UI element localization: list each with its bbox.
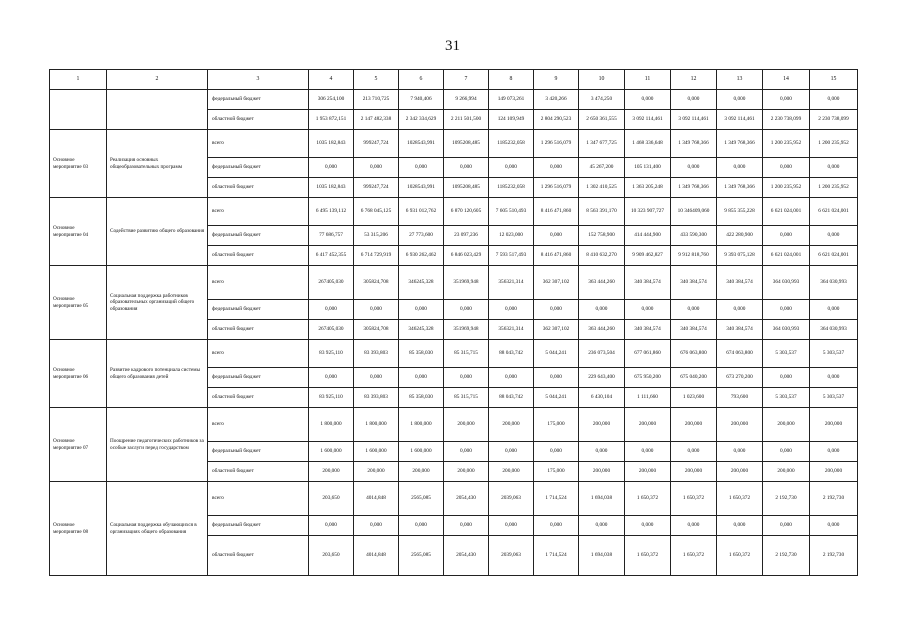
column-header: 10 — [579, 70, 625, 90]
table-row — [50, 340, 858, 368]
value-cell: 0,000 — [534, 516, 579, 536]
value-cell: 0,000 — [534, 226, 579, 246]
value-cell: 1 714,524 — [534, 536, 579, 576]
value-cell: 1095208,485 — [444, 130, 489, 158]
value-cell: 85 358,030 — [399, 340, 444, 368]
value-cell: 1 349 768,366 — [671, 178, 717, 198]
budget-source-cell: федеральный бюджет — [208, 300, 309, 320]
table-row — [50, 198, 858, 226]
page-number: 31 — [445, 38, 460, 54]
value-cell: 200,000 — [399, 462, 444, 482]
value-cell: 1 296 516,079 — [534, 178, 579, 198]
value-cell: 1 650,372 — [671, 536, 717, 576]
value-cell: 351969,948 — [444, 266, 489, 300]
value-cell: 340 384,574 — [671, 320, 717, 340]
value-cell: 2039,063 — [489, 482, 534, 516]
value-cell: 0,000 — [671, 442, 717, 462]
column-header: 8 — [489, 70, 534, 90]
value-cell: 1 650,372 — [625, 482, 671, 516]
value-cell: 6 621 024,001 — [763, 246, 810, 266]
value-cell: 675 950,200 — [625, 368, 671, 388]
value-cell: 0,000 — [444, 368, 489, 388]
budget-source-cell: всего — [208, 340, 309, 368]
value-cell: 0,000 — [309, 300, 354, 320]
value-cell: 1185232,058 — [489, 178, 534, 198]
value-cell: 200,000 — [489, 462, 534, 482]
value-cell: 2 650 361,555 — [579, 110, 625, 130]
value-cell: 1028543,991 — [399, 178, 444, 198]
value-cell: 0,000 — [534, 368, 579, 388]
budget-source-cell: всего — [208, 130, 309, 158]
value-cell: 1 694,038 — [579, 482, 625, 516]
value-cell: 999247,724 — [354, 178, 399, 198]
value-cell: 0,000 — [309, 158, 354, 178]
value-cell: 83 925,110 — [309, 340, 354, 368]
value-cell: 200,000 — [717, 462, 763, 482]
value-cell: 7 605 510,493 — [489, 198, 534, 226]
value-cell: 77 686,757 — [309, 226, 354, 246]
value-cell: 0,000 — [810, 158, 858, 178]
value-cell: 422 280,900 — [717, 226, 763, 246]
value-cell: 433 590,300 — [671, 226, 717, 246]
measure-code-cell — [50, 90, 107, 130]
value-cell: 8 416 471,860 — [534, 198, 579, 226]
value-cell: 677 061,860 — [625, 340, 671, 368]
value-cell: 0,000 — [579, 516, 625, 536]
value-cell: 1 800,000 — [399, 408, 444, 442]
value-cell: 0,000 — [489, 442, 534, 462]
budget-source-cell: областной бюджет — [208, 320, 309, 340]
value-cell: 1 600,000 — [399, 442, 444, 462]
value-cell: 0,000 — [399, 516, 444, 536]
value-cell: 1 650,372 — [717, 536, 763, 576]
value-cell: 2 192,730 — [810, 536, 858, 576]
value-cell: 0,000 — [579, 300, 625, 320]
value-cell: 200,000 — [444, 462, 489, 482]
value-cell: 674 063,800 — [717, 340, 763, 368]
value-cell: 0,000 — [810, 368, 858, 388]
value-cell: 1 363 205,248 — [625, 178, 671, 198]
value-cell: 0,000 — [444, 516, 489, 536]
value-cell: 0,000 — [763, 158, 810, 178]
value-cell: 6 768 045,125 — [354, 198, 399, 226]
value-cell: 83 393,803 — [354, 388, 399, 408]
value-cell: 1095208,485 — [444, 178, 489, 198]
value-cell: 3 092 114,461 — [625, 110, 671, 130]
value-cell: 0,000 — [399, 158, 444, 178]
value-cell: 362 307,102 — [534, 266, 579, 300]
value-cell: 340 384,574 — [625, 266, 671, 300]
value-cell: 0,000 — [354, 516, 399, 536]
value-cell: 1 111,660 — [625, 388, 671, 408]
value-cell: 0,000 — [717, 442, 763, 462]
value-cell: 1 349 768,366 — [717, 178, 763, 198]
column-header: 15 — [810, 70, 858, 90]
measure-name-cell: Реализация основных общеобразовательных программ — [107, 130, 208, 198]
value-cell: 200,000 — [579, 408, 625, 442]
value-cell: 0,000 — [309, 516, 354, 536]
value-cell: 0,000 — [489, 516, 534, 536]
value-cell: 229 643,400 — [579, 368, 625, 388]
value-cell: 2 342 334,629 — [399, 110, 444, 130]
value-cell: 10 346409,060 — [671, 198, 717, 226]
budget-source-cell: федеральный бюджет — [208, 226, 309, 246]
value-cell: 5 044,241 — [534, 388, 579, 408]
value-cell: 0,000 — [810, 300, 858, 320]
value-cell: 200,000 — [671, 408, 717, 442]
measure-code-cell: Основное мероприятие 08 — [50, 482, 107, 576]
measure-code-cell: Основное мероприятие 03 — [50, 130, 107, 198]
value-cell: 0,000 — [763, 226, 810, 246]
value-cell: 236 073,504 — [579, 340, 625, 368]
value-cell: 85 358,030 — [399, 388, 444, 408]
value-cell: 0,000 — [625, 90, 671, 110]
value-cell: 356321,314 — [489, 320, 534, 340]
value-cell: 2565,085 — [399, 482, 444, 516]
value-cell: 0,000 — [763, 90, 810, 110]
column-header: 1 — [50, 70, 107, 90]
value-cell: 1 953 872,151 — [309, 110, 354, 130]
value-cell: 5 044,241 — [534, 340, 579, 368]
value-cell: 1 200 235,952 — [810, 178, 858, 198]
value-cell: 267405,030 — [309, 320, 354, 340]
value-cell: 88 043,742 — [489, 340, 534, 368]
value-cell: 0,000 — [625, 300, 671, 320]
value-cell: 0,000 — [534, 442, 579, 462]
value-cell: 9 855 355,228 — [717, 198, 763, 226]
value-cell: 45 267,200 — [579, 158, 625, 178]
value-cell: 2 192,730 — [763, 536, 810, 576]
value-cell: 6 495 139,112 — [309, 198, 354, 226]
value-cell: 7 593 517,493 — [489, 246, 534, 266]
value-cell: 3 092 114,461 — [671, 110, 717, 130]
value-cell: 85 315,715 — [444, 340, 489, 368]
value-cell: 1 800,000 — [354, 408, 399, 442]
measure-code-cell: Основное мероприятие 06 — [50, 340, 107, 408]
value-cell: 306 254,100 — [309, 90, 354, 110]
value-cell: 9 912 818,760 — [671, 246, 717, 266]
value-cell: 2 192,730 — [763, 482, 810, 516]
table-row — [50, 90, 858, 110]
value-cell: 200,000 — [625, 462, 671, 482]
value-cell: 0,000 — [489, 300, 534, 320]
column-header: 7 — [444, 70, 489, 90]
value-cell: 0,000 — [810, 516, 858, 536]
value-cell: 340 384,574 — [625, 320, 671, 340]
budget-source-cell: областной бюджет — [208, 246, 309, 266]
value-cell: 0,000 — [625, 516, 671, 536]
column-header: 9 — [534, 70, 579, 90]
measure-code-cell: Основное мероприятие 05 — [50, 266, 107, 340]
value-cell: 1 650,372 — [671, 482, 717, 516]
measure-name-cell: Социальная поддержка работников образовательных организаций общего образования — [107, 266, 208, 340]
value-cell: 1 302 410,525 — [579, 178, 625, 198]
value-cell: 200,000 — [579, 462, 625, 482]
value-cell: 793,600 — [717, 388, 763, 408]
value-cell: 0,000 — [444, 158, 489, 178]
value-cell: 0,000 — [399, 368, 444, 388]
value-cell: 340 384,574 — [717, 266, 763, 300]
budget-source-cell: федеральный бюджет — [208, 158, 309, 178]
value-cell: 2 804 290,523 — [534, 110, 579, 130]
value-cell: 2565,085 — [399, 536, 444, 576]
value-cell: 362 307,102 — [534, 320, 579, 340]
value-cell: 346245,328 — [399, 266, 444, 300]
value-cell: 0,000 — [717, 300, 763, 320]
table-header-row — [50, 70, 858, 90]
value-cell: 85 315,715 — [444, 388, 489, 408]
value-cell: 0,000 — [309, 368, 354, 388]
table-row — [50, 130, 858, 158]
value-cell: 0,000 — [763, 442, 810, 462]
value-cell: 200,000 — [810, 408, 858, 442]
value-cell: 203,650 — [309, 482, 354, 516]
value-cell: 1185232,058 — [489, 130, 534, 158]
value-cell: 6 714 729,919 — [354, 246, 399, 266]
budget-source-cell: областной бюджет — [208, 110, 309, 130]
measure-name-cell: Содействие развитию общего образования — [107, 198, 208, 266]
value-cell: 83 925,110 — [309, 388, 354, 408]
value-cell: 1 468 336,648 — [625, 130, 671, 158]
value-cell: 1035 182,843 — [309, 178, 354, 198]
value-cell: 6 931 012,762 — [399, 198, 444, 226]
value-cell: 9 393 075,128 — [717, 246, 763, 266]
budget-source-cell: областной бюджет — [208, 178, 309, 198]
value-cell: 673 270,200 — [717, 368, 763, 388]
value-cell: 6 846 023,429 — [444, 246, 489, 266]
value-cell: 0,000 — [810, 442, 858, 462]
value-cell: 1 200 235,952 — [810, 130, 858, 158]
value-cell: 0,000 — [444, 300, 489, 320]
column-header: 13 — [717, 70, 763, 90]
budget-source-cell: федеральный бюджет — [208, 90, 309, 110]
value-cell: 2 147 482,338 — [354, 110, 399, 130]
value-cell: 351969,948 — [444, 320, 489, 340]
value-cell: 2054,430 — [444, 482, 489, 516]
value-cell: 200,000 — [810, 462, 858, 482]
measure-code-cell: Основное мероприятие 07 — [50, 408, 107, 482]
value-cell: 0,000 — [534, 158, 579, 178]
value-cell: 2 230 738,099 — [810, 110, 858, 130]
value-cell: 0,000 — [763, 300, 810, 320]
value-cell: 1028543,991 — [399, 130, 444, 158]
value-cell: 175,000 — [534, 462, 579, 482]
value-cell: 6 621 024,001 — [763, 198, 810, 226]
measure-name-cell — [107, 90, 208, 130]
value-cell: 675 040,200 — [671, 368, 717, 388]
value-cell: 363 444,260 — [579, 266, 625, 300]
budget-source-cell: областной бюджет — [208, 388, 309, 408]
value-cell: 53 315,206 — [354, 226, 399, 246]
value-cell: 200,000 — [354, 462, 399, 482]
value-cell: 200,000 — [489, 408, 534, 442]
budget-source-cell: федеральный бюджет — [208, 516, 309, 536]
value-cell: 1 200 235,952 — [763, 178, 810, 198]
measure-name-cell: Социальная поддержка обучающихся в организациях общего образования — [107, 482, 208, 576]
value-cell: 175,000 — [534, 408, 579, 442]
value-cell: 83 393,803 — [354, 340, 399, 368]
budget-table — [49, 69, 858, 576]
value-cell: 346245,328 — [399, 320, 444, 340]
column-header: 2 — [107, 70, 208, 90]
value-cell: 0,000 — [717, 516, 763, 536]
value-cell: 999247,724 — [354, 130, 399, 158]
column-header: 12 — [671, 70, 717, 90]
value-cell: 305824,708 — [354, 320, 399, 340]
value-cell: 2039,063 — [489, 536, 534, 576]
value-cell: 1 349 768,366 — [717, 130, 763, 158]
value-cell: 203,650 — [309, 536, 354, 576]
value-cell: 364 030,993 — [763, 266, 810, 300]
table-row — [50, 408, 858, 442]
value-cell: 6 417 452,355 — [309, 246, 354, 266]
value-cell: 414 444,900 — [625, 226, 671, 246]
value-cell: 200,000 — [625, 408, 671, 442]
value-cell: 0,000 — [717, 90, 763, 110]
value-cell: 200,000 — [717, 408, 763, 442]
table-row — [50, 482, 858, 516]
column-header: 5 — [354, 70, 399, 90]
value-cell: 1 200 235,952 — [763, 130, 810, 158]
value-cell: 6 870 120,605 — [444, 198, 489, 226]
value-cell: 0,000 — [625, 442, 671, 462]
value-cell: 1 650,372 — [717, 482, 763, 516]
value-cell: 1 650,372 — [625, 536, 671, 576]
value-cell: 676 063,800 — [671, 340, 717, 368]
value-cell: 200,000 — [763, 462, 810, 482]
value-cell: 88 043,742 — [489, 388, 534, 408]
value-cell: 8 416 471,860 — [534, 246, 579, 266]
value-cell: 1 714,524 — [534, 482, 579, 516]
budget-source-cell: федеральный бюджет — [208, 442, 309, 462]
value-cell: 6 930 262,462 — [399, 246, 444, 266]
value-cell: 0,000 — [354, 158, 399, 178]
column-header: 3 — [208, 70, 309, 90]
budget-source-cell: всего — [208, 408, 309, 442]
value-cell: 2 192,730 — [810, 482, 858, 516]
value-cell: 105 131,400 — [625, 158, 671, 178]
value-cell: 0,000 — [763, 368, 810, 388]
value-cell: 2 211 501,500 — [444, 110, 489, 130]
value-cell: 0,000 — [534, 300, 579, 320]
value-cell: 1 800,000 — [309, 408, 354, 442]
value-cell: 356321,314 — [489, 266, 534, 300]
value-cell: 364 030,993 — [810, 320, 858, 340]
value-cell: 6 621 024,001 — [810, 198, 858, 226]
value-cell: 4014,848 — [354, 482, 399, 516]
table-row — [50, 266, 858, 300]
value-cell: 1 296 516,079 — [534, 130, 579, 158]
value-cell: 200,000 — [763, 408, 810, 442]
value-cell: 0,000 — [354, 300, 399, 320]
value-cell: 6 621 024,001 — [810, 246, 858, 266]
budget-source-cell: областной бюджет — [208, 462, 309, 482]
value-cell: 0,000 — [671, 516, 717, 536]
value-cell: 0,000 — [763, 516, 810, 536]
measure-name-cell: Поощрение педагогических работников за особые заслуги перед государством — [107, 408, 208, 482]
value-cell: 200,000 — [444, 408, 489, 442]
value-cell: 0,000 — [671, 300, 717, 320]
value-cell: 363 444,260 — [579, 320, 625, 340]
value-cell: 0,000 — [399, 300, 444, 320]
value-cell: 9 909 462,827 — [625, 246, 671, 266]
value-cell: 5 303,537 — [763, 340, 810, 368]
value-cell: 0,000 — [354, 368, 399, 388]
value-cell: 1035 182,843 — [309, 130, 354, 158]
budget-source-cell: областной бюджет — [208, 536, 309, 576]
value-cell: 2054,430 — [444, 536, 489, 576]
value-cell: 12 023,000 — [489, 226, 534, 246]
value-cell: 0,000 — [579, 442, 625, 462]
value-cell: 6 430,104 — [579, 388, 625, 408]
value-cell: 0,000 — [489, 368, 534, 388]
value-cell: 305824,708 — [354, 266, 399, 300]
value-cell: 5 303,537 — [810, 388, 858, 408]
value-cell: 200,000 — [671, 462, 717, 482]
value-cell: 1 694,038 — [579, 536, 625, 576]
value-cell: 0,000 — [810, 90, 858, 110]
value-cell: 213 710,725 — [354, 90, 399, 110]
value-cell: 1 600,000 — [309, 442, 354, 462]
value-cell: 267405,030 — [309, 266, 354, 300]
value-cell: 364 030,993 — [763, 320, 810, 340]
value-cell: 340 384,574 — [717, 320, 763, 340]
column-header: 6 — [399, 70, 444, 90]
value-cell: 7 940,406 — [399, 90, 444, 110]
budget-source-cell: федеральный бюджет — [208, 368, 309, 388]
value-cell: 1 349 768,366 — [671, 130, 717, 158]
value-cell: 3 474,250 — [579, 90, 625, 110]
value-cell: 0,000 — [671, 90, 717, 110]
measure-name-cell: Развитие кадрового потенциала системы общего образования детей — [107, 340, 208, 408]
column-header: 14 — [763, 70, 810, 90]
budget-source-cell: всего — [208, 266, 309, 300]
value-cell: 8 563 391,170 — [579, 198, 625, 226]
value-cell: 2 230 738,099 — [763, 110, 810, 130]
value-cell: 5 303,537 — [763, 388, 810, 408]
value-cell: 200,000 — [309, 462, 354, 482]
value-cell: 149 073,261 — [489, 90, 534, 110]
value-cell: 0,000 — [489, 158, 534, 178]
value-cell: 10 323 907,727 — [625, 198, 671, 226]
value-cell: 1 600,000 — [354, 442, 399, 462]
value-cell: 3 420,266 — [534, 90, 579, 110]
column-header: 4 — [309, 70, 354, 90]
value-cell: 4014,848 — [354, 536, 399, 576]
column-header: 11 — [625, 70, 671, 90]
value-cell: 9 266,994 — [444, 90, 489, 110]
value-cell: 0,000 — [444, 442, 489, 462]
value-cell: 1 023,600 — [671, 388, 717, 408]
value-cell: 0,000 — [810, 226, 858, 246]
value-cell: 0,000 — [717, 158, 763, 178]
value-cell: 3 092 114,461 — [717, 110, 763, 130]
value-cell: 340 384,574 — [671, 266, 717, 300]
measure-code-cell: Основное мероприятие 04 — [50, 198, 107, 266]
value-cell: 5 303,537 — [810, 340, 858, 368]
value-cell: 364 030,993 — [810, 266, 858, 300]
value-cell: 0,000 — [671, 158, 717, 178]
value-cell: 1 347 677,725 — [579, 130, 625, 158]
value-cell: 8 410 632,270 — [579, 246, 625, 266]
value-cell: 23 097,236 — [444, 226, 489, 246]
value-cell: 124 109,949 — [489, 110, 534, 130]
value-cell: 27 773,600 — [399, 226, 444, 246]
value-cell: 152 758,900 — [579, 226, 625, 246]
budget-source-cell: всего — [208, 198, 309, 226]
budget-source-cell: всего — [208, 482, 309, 516]
